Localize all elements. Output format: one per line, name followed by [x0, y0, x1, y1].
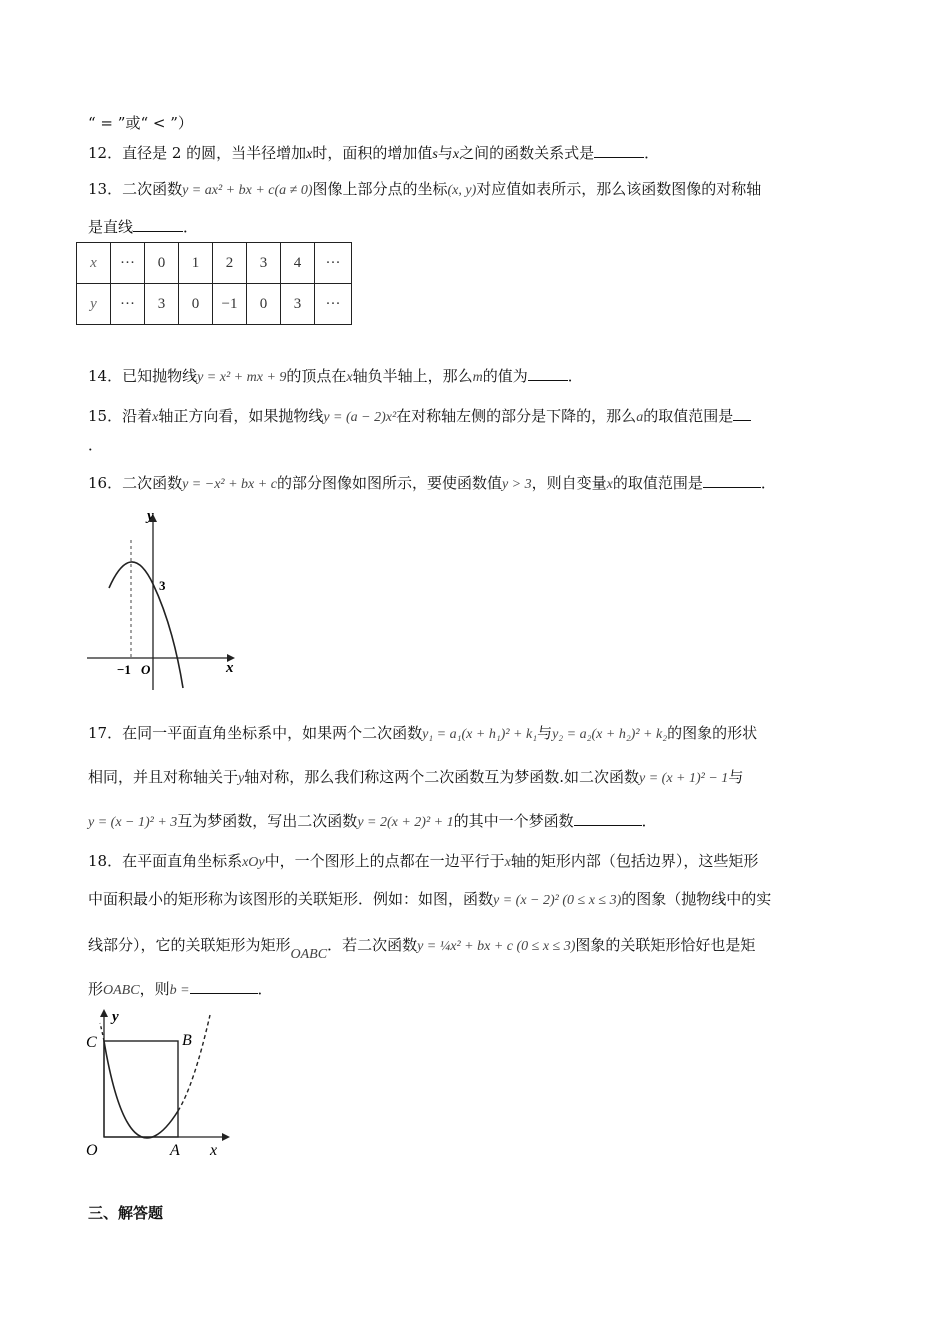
q17-text: 轴对称，那么我们称这两个二次函数互为梦函数.如二次函数	[244, 768, 640, 786]
q15-text: 在对称轴左侧的部分是下降的，那么	[396, 407, 637, 425]
q17-text: 相同，并且对称轴关于	[88, 768, 239, 786]
q13-coord: (x, y)	[447, 183, 477, 198]
q18-text: ．若二次函数	[327, 936, 418, 954]
q12-text: 时，面积的增加值	[312, 144, 433, 162]
q11-tail	[88, 112, 193, 134]
q18-text: 轴的矩形内部（包括边界），这些矩形	[510, 852, 759, 870]
question-18	[88, 850, 758, 874]
q15-var: x	[152, 410, 159, 425]
q16-text: 16．二次函数	[88, 474, 183, 492]
y-axis-arrow-icon	[100, 1009, 108, 1017]
label-x: x	[226, 660, 234, 676]
q16-text: 的部分图像如图所示，要使函数值	[276, 474, 502, 492]
q16-formula: y = −x² + bx + c	[182, 477, 277, 492]
q18-answer-blank[interactable]	[190, 979, 258, 994]
question-17-cont2: y = (x − 1)² + 3互为梦函数，写出二次函数y = 2(x + 2)² + 1的其中一个梦函数 ．	[88, 812, 657, 830]
table-cell: 0	[145, 243, 179, 284]
question-13	[88, 178, 761, 202]
question-16: 16．二次函数y = −x² + bx + c的部分图像如图所示，要使函数值y > 3，则自变量x的取值范围是 ．	[88, 474, 776, 492]
x-axis-arrow-icon	[222, 1133, 230, 1141]
q15-text: 15．沿着	[88, 407, 153, 425]
label-A: A	[170, 1142, 180, 1159]
q12-text: 与	[437, 144, 453, 162]
q17-formula-1: y₁ = a₁(x + h₁)² + k₁	[422, 727, 538, 742]
q17-text: 的图象的形状	[667, 724, 758, 742]
question-17	[88, 722, 757, 746]
q13-text: 是直线	[88, 218, 134, 236]
q18-formula: y = (x − 2)² (0 ≤ x ≤ 3)	[493, 893, 622, 908]
table-row-y	[77, 284, 352, 325]
question-14: 14．已知抛物线y = x² + mx + 9的顶点在x轴负半轴上，那么m的值为 ．	[88, 367, 583, 385]
table-cell: ···	[111, 284, 145, 325]
q18-var-b: b =	[169, 983, 190, 998]
question-12: 12．直径是 2 的圆，当半径增加x时，面积的增加值s与x之间的函数关系式是 ．	[88, 144, 660, 162]
q17-text: 与	[537, 724, 553, 742]
table-cell: y	[77, 284, 111, 325]
label-y: y	[147, 508, 154, 524]
label-B: B	[182, 1032, 192, 1049]
q17-text: 的其中一个梦函数	[453, 812, 574, 830]
q13-formula: y = ax² + bx + c(a ≠ 0)	[182, 183, 313, 198]
parabola-solid	[104, 1041, 178, 1138]
question-13-cont: 是直线 ．	[88, 218, 199, 236]
table-cell: 3	[247, 243, 281, 284]
q18-text: ，则	[139, 980, 170, 998]
q18-text: 形	[88, 980, 104, 998]
q14-text: 14．已知抛物线	[88, 367, 198, 385]
q17-formula-5: y = 2(x + 2)² + 1	[357, 815, 454, 830]
table-cell: 0	[247, 284, 281, 325]
label-origin: O	[141, 662, 151, 677]
figure-q16-parabola	[85, 500, 245, 695]
q12-text: 12．直径是 2 的圆，当半径增加	[88, 144, 307, 162]
q14-answer-blank[interactable]	[528, 366, 568, 381]
q18-text: 18．在平面直角坐标系	[88, 852, 243, 870]
q12-var-x: x	[452, 147, 460, 162]
label-C: C	[86, 1034, 97, 1051]
table-cell: −1	[213, 284, 247, 325]
q17-formula-2: y₂ = a₂(x + h₂)² + k₂	[552, 727, 668, 742]
q16-text: 的取值范围是	[612, 474, 703, 492]
label-x: x	[210, 1142, 218, 1159]
section-3-heading: 三、解答题	[88, 1204, 164, 1222]
table-cell: 4	[281, 243, 315, 284]
table-cell: ···	[315, 284, 352, 325]
q12-var-s: s	[432, 147, 438, 162]
table-cell: 2	[213, 243, 247, 284]
q11-tail-text: “ = ”或“ < ”）	[88, 114, 193, 132]
q13-text: 13．二次函数	[88, 180, 183, 198]
q18-var: x	[504, 855, 511, 870]
q14-text: 的值为	[482, 367, 528, 385]
q15-answer-blank[interactable]	[733, 406, 751, 421]
question-17-cont	[88, 766, 743, 790]
q14-text: 轴负半轴上，那么	[352, 367, 473, 385]
question-18-cont2	[88, 934, 756, 962]
q18-text: 中，一个图形上的点都在一边平行于	[264, 852, 505, 870]
q17-text: 17．在同一平面直角坐标系中，如果两个二次函数	[88, 724, 423, 742]
q14-var: x	[346, 370, 353, 385]
q15-text: 的取值范围是	[643, 407, 734, 425]
q14-text: 的顶点在	[286, 367, 347, 385]
q17-text: 与	[728, 768, 744, 786]
question-15	[88, 405, 751, 429]
q12-text: 之间的函数关系式是	[459, 144, 595, 162]
q16-condition: y > 3	[501, 477, 532, 492]
q14-formula: y = x² + mx + 9	[197, 370, 287, 385]
q18-rect-name: OABC	[290, 947, 328, 962]
table-cell: 1	[179, 243, 213, 284]
q16-answer-blank[interactable]	[703, 473, 761, 488]
table-cell: x	[77, 243, 111, 284]
q17-formula-4: y = (x − 1)² + 3	[88, 815, 178, 830]
q18-formula-2: y = ¼x² + bx + c (0 ≤ x ≤ 3)	[417, 939, 576, 954]
figure-q18-rectangle	[82, 1005, 242, 1165]
label-3: 3	[159, 578, 166, 593]
q18-var: xOy	[242, 855, 265, 870]
question-15-cont: ．	[88, 436, 104, 454]
label-O: O	[86, 1142, 98, 1159]
table-cell: 3	[281, 284, 315, 325]
question-18-cont3: 形OABC，则b = ．	[88, 980, 273, 998]
q12-answer-blank[interactable]	[594, 143, 644, 158]
q18-text: 的图象（抛物线中的实	[621, 890, 772, 908]
table-cell: 3	[145, 284, 179, 325]
q18-text: 中面积最小的矩形称为该图形的关联矩形．例如：如图，函数	[88, 890, 494, 908]
table-cell: ···	[315, 243, 352, 284]
q17-formula-3: y = (x + 1)² − 1	[639, 771, 729, 786]
q12-var-x: x	[306, 147, 313, 162]
q18-text: 图象的关联矩形恰好也是矩	[575, 936, 756, 954]
q17-var: y	[238, 771, 245, 786]
table-cell: ···	[111, 243, 145, 284]
question-18-cont	[88, 888, 771, 912]
q16-text: ，则自变量	[531, 474, 607, 492]
q13-text: 图像上部分点的坐标	[312, 180, 448, 198]
label-neg1: −1	[117, 662, 131, 677]
table-cell: 0	[179, 284, 213, 325]
q18-rect-name: OABC	[103, 983, 140, 998]
label-y: y	[112, 1009, 119, 1025]
table-row-x	[77, 243, 352, 284]
q15-text: 轴正方向看，如果抛物线	[158, 407, 324, 425]
value-table	[76, 242, 352, 325]
q16-var: x	[606, 477, 613, 492]
q13-text: 对应值如表所示，那么该函数图像的对称轴	[476, 180, 762, 198]
q15-var: a	[636, 410, 644, 425]
q17-answer-blank[interactable]	[574, 811, 642, 826]
q14-var: m	[472, 370, 483, 385]
q15-formula: y = (a − 2)x²	[323, 410, 397, 425]
q17-text: 互为梦函数，写出二次函数	[177, 812, 358, 830]
parabola-dashed-right	[178, 1015, 210, 1111]
q13-answer-blank[interactable]	[133, 217, 183, 232]
q18-text: 线部分），它的关联矩形为矩形	[88, 936, 291, 954]
